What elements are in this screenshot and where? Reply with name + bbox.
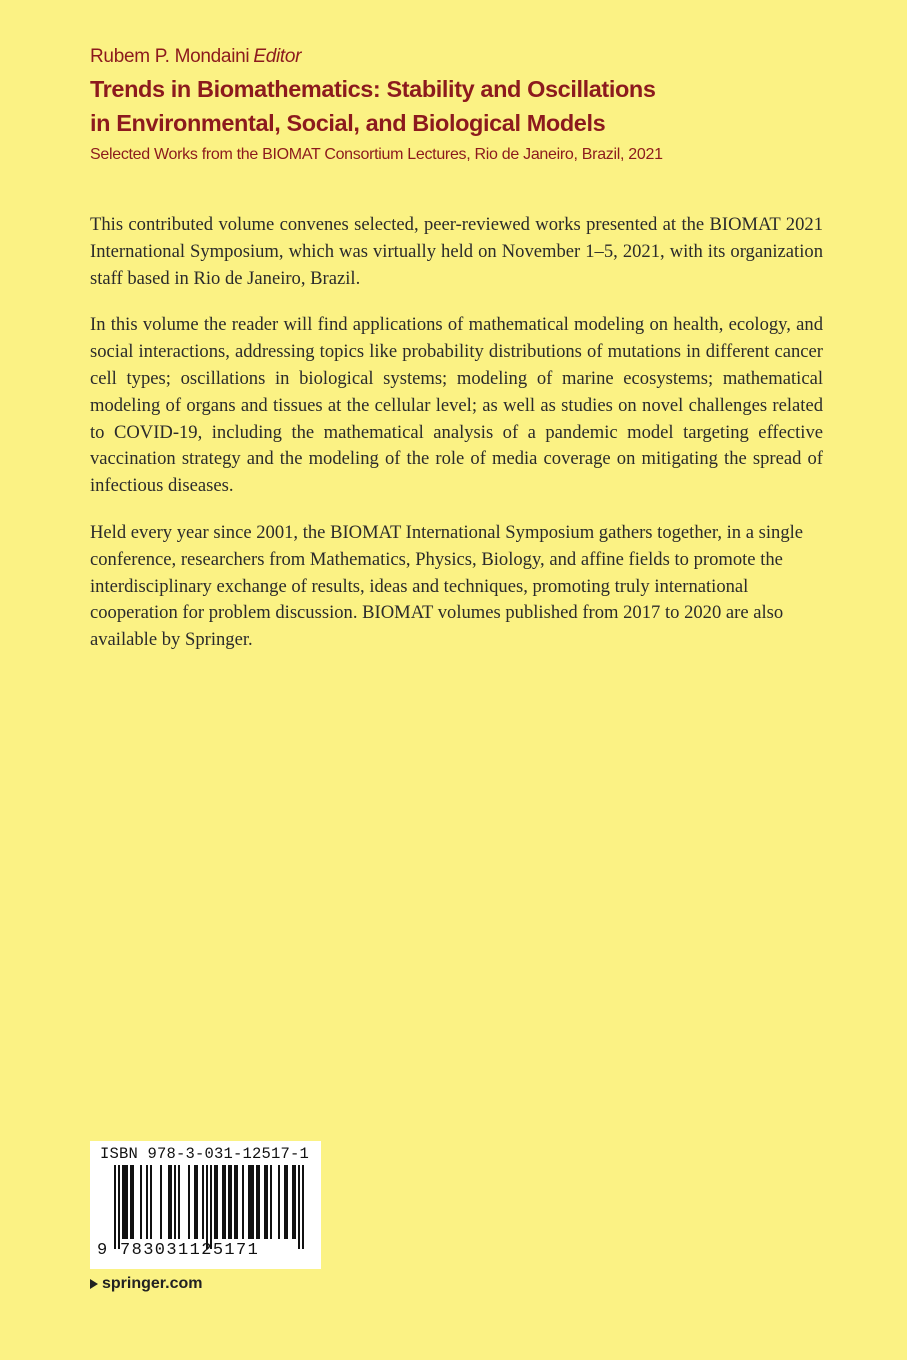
barcode-bar xyxy=(250,1165,252,1239)
barcode-bar xyxy=(194,1165,196,1239)
barcode-bar xyxy=(236,1165,238,1239)
barcode-first-digit: 9 xyxy=(97,1241,108,1260)
editor-name: Rubem P. Mondaini xyxy=(90,46,250,67)
barcode-digits: 783031125171 xyxy=(120,1241,260,1260)
barcode-bar xyxy=(160,1165,162,1239)
barcode-bar xyxy=(150,1165,152,1239)
barcode-bar xyxy=(270,1165,272,1239)
barcode-bar xyxy=(216,1165,218,1239)
title-line-2: in Environmental, Social, and Biological Models xyxy=(90,110,606,136)
barcode-bar xyxy=(122,1165,124,1239)
barcode-bar xyxy=(284,1165,286,1239)
isbn-barcode xyxy=(90,1141,321,1269)
barcode-bar xyxy=(294,1165,296,1239)
barcode-bar xyxy=(234,1165,236,1239)
book-title xyxy=(90,72,850,140)
barcode-bar xyxy=(140,1165,142,1239)
publisher-link[interactable] xyxy=(90,1275,202,1293)
title-line-1: Trends in Biomathematics: Stability and Oscillations xyxy=(90,76,656,102)
barcode-bar xyxy=(124,1165,126,1239)
barcode-bar xyxy=(126,1165,128,1239)
barcode-bar xyxy=(196,1165,198,1239)
barcode-bar xyxy=(202,1165,204,1239)
barcode-bar xyxy=(206,1165,208,1249)
barcode-bar xyxy=(230,1165,232,1239)
barcode-bar xyxy=(170,1165,172,1239)
barcode-bar xyxy=(130,1165,132,1239)
barcode-bar xyxy=(266,1165,268,1239)
barcode-bar xyxy=(146,1165,148,1239)
barcode-bar xyxy=(224,1165,226,1239)
editor-line xyxy=(90,44,850,70)
barcode-bar xyxy=(292,1165,294,1239)
book-subtitle: Selected Works from the BIOMAT Consortium Lectures, Rio de Janeiro, Brazil, 2021 xyxy=(90,146,663,163)
barcode-bar xyxy=(242,1165,244,1239)
barcode-bar xyxy=(258,1165,260,1239)
blurb-paragraph-1: This contributed volume convenes selected, peer-reviewed works presented at the BIOMAT 2021 International Symposium, which was virtually held on November 1–5, 2021, with its organization staff based in Rio de Janeiro, Brazil. xyxy=(90,214,823,289)
barcode-bar xyxy=(278,1165,280,1239)
barcode-bar xyxy=(302,1165,304,1249)
barcode-bar xyxy=(228,1165,230,1239)
barcode-bar xyxy=(168,1165,170,1239)
barcode-bar xyxy=(132,1165,134,1239)
header xyxy=(90,44,850,170)
blurb-paragraph-3: Held every year since 2001, the BIOMAT International Symposium gathers together, in a single conference, researchers from Mathematics, Physics, Biology, and affine fields to promote the interdisciplinary exchange of results, ideas and techniques, promoting truly international cooperation for problem discussion. BIOMAT volumes published from 2017 to 2020 are also available by Springer. xyxy=(90,521,804,651)
barcode-bar xyxy=(174,1165,176,1239)
editor-role: Editor xyxy=(253,46,302,67)
triangle-right-icon xyxy=(90,1279,98,1289)
barcode-bar xyxy=(256,1165,258,1239)
barcode-bar xyxy=(118,1165,120,1249)
barcode-bar xyxy=(188,1165,190,1239)
isbn-label: ISBN 978-3-031-12517-1 xyxy=(100,1145,310,1163)
barcode-bar xyxy=(210,1165,212,1249)
barcode-bar xyxy=(178,1165,180,1239)
barcode-bar xyxy=(252,1165,254,1239)
barcode-bar xyxy=(114,1165,116,1249)
barcode-bar xyxy=(214,1165,216,1239)
barcode-bar xyxy=(264,1165,266,1239)
barcode-bar xyxy=(248,1165,250,1239)
blurb-paragraph-2: In this volume the reader will find applications of mathematical modeling on health, ecology, and social interactions, addressing topics like probability distributions of mutations in different cancer cell types; oscillations in biological systems; modeling of marine ecosystems; mathematical modeling of organs and tissues at the cellular level; as well as studies on novel challenges related to COVID-19, including the mathematical analysis of a pandemic model targeting effective vaccination strategy and the modeling of the role of media coverage on mitigating the spread of infectious diseases. xyxy=(90,314,823,497)
barcode-bar xyxy=(298,1165,300,1249)
barcode-bar xyxy=(286,1165,288,1239)
barcode-bar xyxy=(222,1165,224,1239)
blurb xyxy=(90,212,823,674)
publisher-url: springer.com xyxy=(102,1275,203,1292)
